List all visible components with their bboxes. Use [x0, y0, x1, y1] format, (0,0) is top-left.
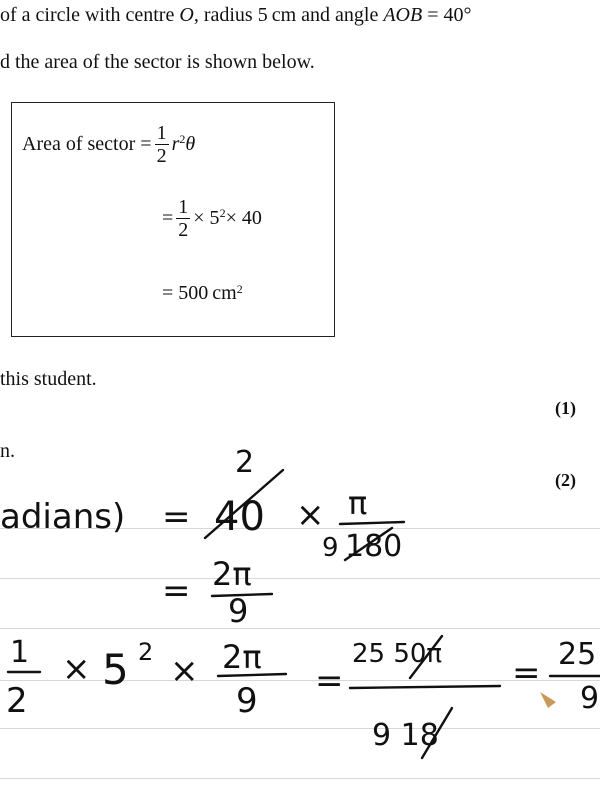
hw-radians-label: adians) — [0, 497, 126, 537]
times-forty: × 40 — [225, 207, 262, 229]
hw-equals-2: = — [162, 571, 191, 611]
hw-pi-1: π — [348, 484, 368, 522]
hw-tail-num: 25 — [558, 637, 597, 672]
pen-cursor-icon — [540, 692, 556, 708]
exponent: 2 — [219, 206, 226, 220]
result-text: = 500 cm — [162, 282, 237, 304]
radius-symbol: r — [171, 133, 180, 155]
hw-fraction-bar-2 — [212, 594, 272, 596]
hw-tail-den: 9 — [580, 681, 600, 716]
hw-fraction-bar-1 — [340, 522, 404, 524]
hw-half-den: 2 — [6, 681, 28, 721]
hw-square: 2 — [138, 638, 154, 666]
hw-forty: 40 — [214, 494, 265, 540]
hw-equals-3: = — [315, 661, 344, 701]
hw-nine-2: 9 — [236, 681, 258, 721]
hw-equals-1: = — [162, 497, 191, 537]
hw-one-eighty: 180 — [345, 529, 403, 564]
hw-times-3: × — [170, 651, 199, 691]
line1-post: = 40° — [422, 4, 472, 26]
fraction-den: 2 — [156, 145, 167, 167]
centre-label: O — [179, 4, 194, 26]
theta-symbol: θ — [185, 133, 196, 155]
hw-equals-4: = — [512, 653, 541, 693]
hw-five: 5 — [102, 645, 129, 694]
hw-times-1: × — [296, 495, 325, 535]
question-line-2: d the area of the sector is shown below. — [0, 51, 315, 73]
equals: = — [162, 207, 174, 229]
hw-result-den: 9 18 — [372, 718, 439, 753]
question-line-3: this student. — [0, 368, 97, 390]
exponent: 2 — [179, 132, 186, 146]
fraction-num: 1 — [178, 196, 189, 218]
line1-text: of a circle with centre — [0, 4, 180, 26]
line1-mid: , radius 5 cm and angle — [193, 4, 384, 26]
hw-nine-small: 9 — [322, 533, 339, 563]
area-of-sector-label: Area of sector = — [22, 133, 152, 155]
hw-cancel-two: 2 — [235, 445, 255, 480]
hw-half-num: 1 — [10, 635, 30, 670]
times-five: × 5 — [193, 207, 220, 229]
angle-label: AOB — [383, 4, 423, 26]
hw-fraction-bar-5 — [350, 686, 500, 688]
hw-two-pi-2: 2π — [222, 638, 262, 676]
marks-1: (1) — [555, 398, 576, 418]
question-line-4: n. — [0, 440, 15, 462]
fraction-den: 2 — [178, 219, 189, 241]
marks-2: (2) — [555, 470, 576, 490]
hw-times-2: × — [62, 649, 91, 689]
fraction-num: 1 — [156, 122, 167, 144]
hw-two-pi: 2π — [212, 555, 252, 593]
hw-nine: 9 — [228, 592, 249, 630]
exponent: 2 — [236, 282, 243, 296]
hw-result-num: 25 50π — [352, 639, 443, 669]
